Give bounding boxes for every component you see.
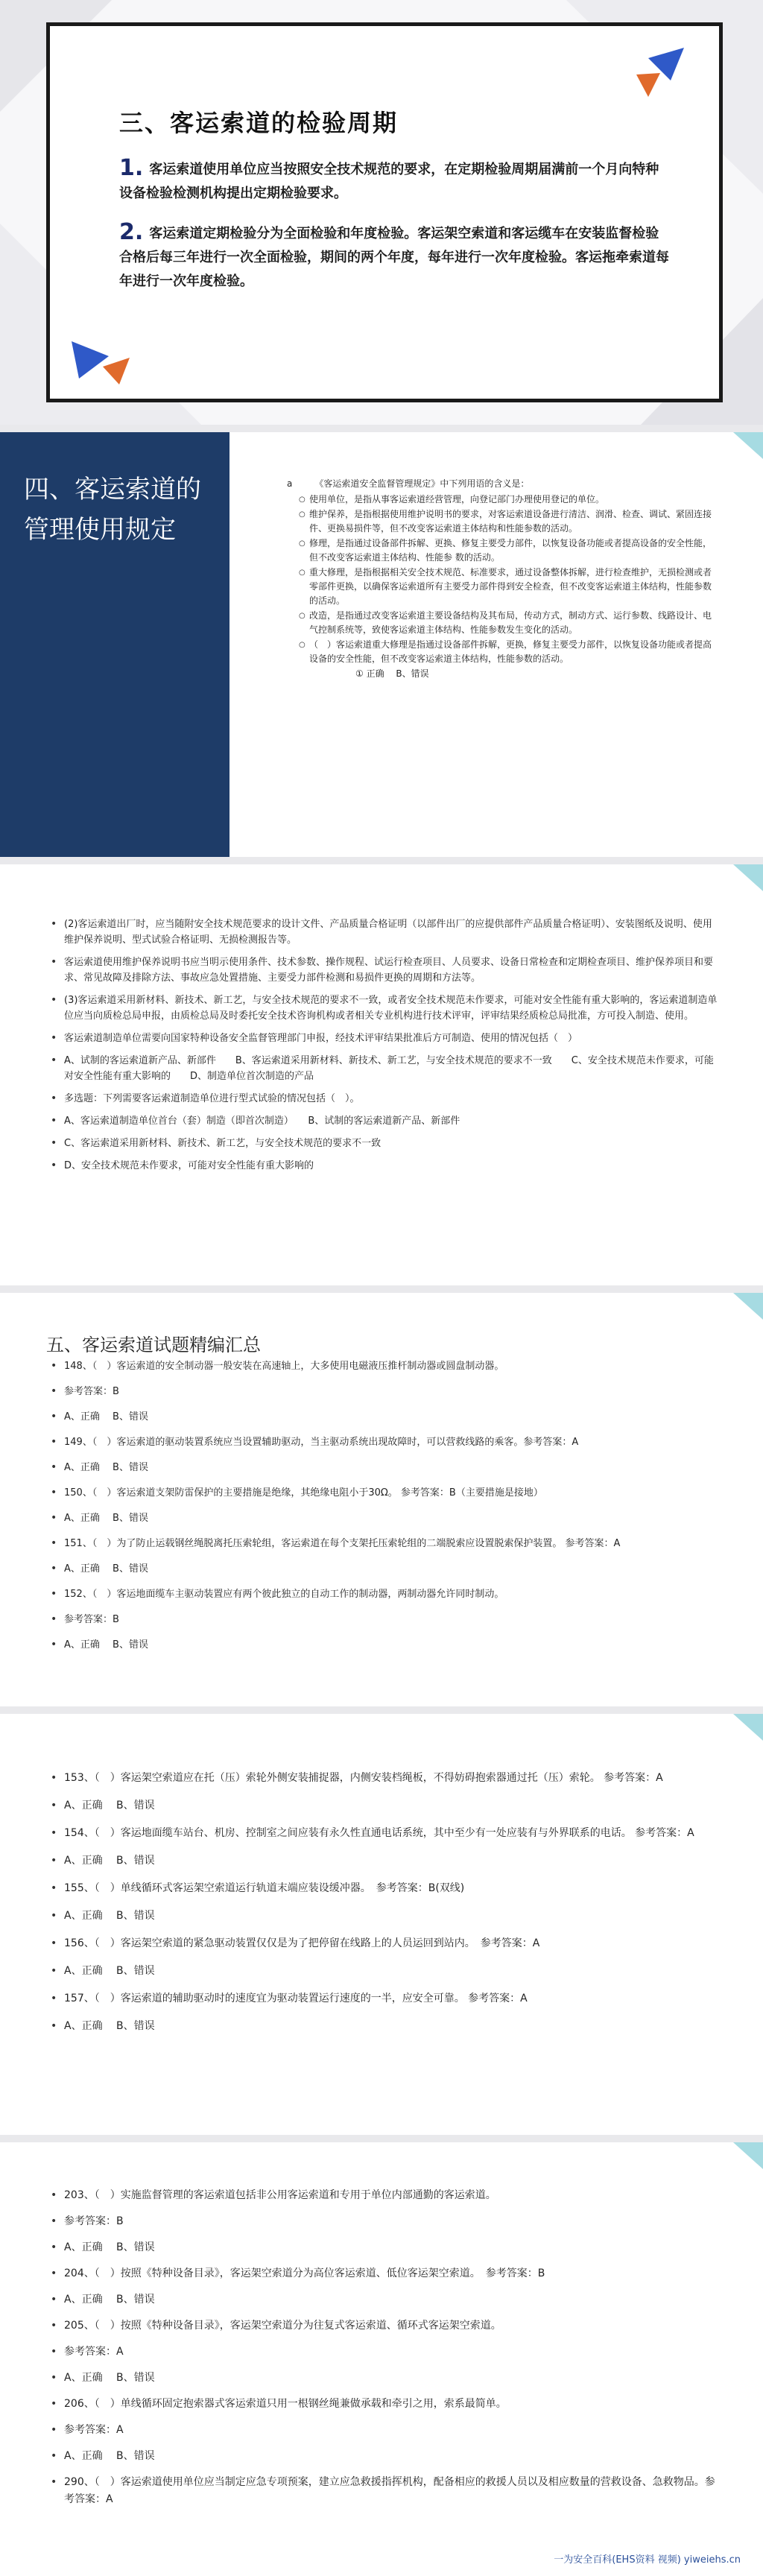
- answer-key: • 参考答案：B: [49, 2213, 720, 2230]
- definitions-block: [287, 477, 719, 681]
- list-item: ○ 重大修理，是指根据相关安全技术规范、标准要求，通过设备整体拆解，进行检查维护，无损检测或者零部件更换，以确保客运索道所有主要受力部件得到安全检查，但不改变客运索道主体结构，性能参数的活动。: [299, 566, 719, 608]
- questions-list: [49, 1770, 720, 2045]
- slide-divider: [0, 1706, 763, 1714]
- list-item: ○ 改造，是指通过改变客运索道主要设备结构及其布局，传动方式，制动方式、运行参数、线路设计、电气控制系统等，致使客运索道主体结构、性能参数发生变化的活动。: [299, 609, 719, 637]
- list-marker: a: [287, 478, 293, 489]
- answer-options: • A、正确 B、错误: [49, 2291, 720, 2308]
- list-item: • C、客运索道采用新材料、新技术、新工艺，与安全技术规范的要求不一致: [49, 1136, 720, 1151]
- definitions-list: [287, 493, 719, 666]
- list-item: • A、客运索道制造单位首台（套）制造（即首次制造） B、试制的客运索道新产品、新部件: [49, 1113, 720, 1129]
- list-item: • 客运索道制造单位需要向国家特种设备安全监督管理部门申报，经技术评审结果批准后方可制造、使用的情况包括（ ）: [49, 1031, 720, 1046]
- list-item: • A、试制的客运索道新产品、新部件 B、客运索道采用新材料、新技术、新工艺，与安全技术规范的要求不一致 C、安全技术规范未作要求，可能对安全性能有重大影响的 D、制造单位首次制造的产品: [49, 1053, 720, 1084]
- list-item: ○ 维护保养，是指根据使用维护说明书的要求，对客运索道设备进行清洁、润滑、检查、调试、紧固连接件、更换易损件等，但不改变客运索道主体结构和性能参数的活动。: [299, 507, 719, 536]
- item-number: 1.: [119, 155, 144, 181]
- corner-fold-icon: [718, 1293, 763, 1330]
- answer-options: • A、正确 B、错误: [49, 1460, 720, 1475]
- questions-list: [49, 1358, 720, 1662]
- item-text: 客运索道使用单位应当按照安全技术规范的要求，在定期检验周期届满前一个月向特种设备检验检测机构提出定期检验要求。: [119, 162, 659, 201]
- section-title: 五、客运索道试题精编汇总: [46, 1335, 261, 1355]
- answer-options: • A、正确 B、错误: [49, 2239, 720, 2256]
- item-text: 客运索道定期检验分为全面检验和年度检验。客运架空索道和客运缆车在安装监督检验合格后每三年进行一次全面检验，期间的两个年度，每年进行一次年度检验。客运拖牵索道每年进行一次年度检验。: [119, 226, 669, 289]
- inspection-rule-2: [119, 221, 671, 294]
- list-item: • 客运索道使用维护保养说明书应当明示使用条件、技术参数、操作规程、试运行检查项目、人员要求、设备日常检查和定期检查项目、维护保养项目和要求、常见故障及排除方法、事故应急处置措施、主要受力部件检测和易损件更换的周期和方法等。: [49, 955, 720, 986]
- answer-options: • A、正确 B、错误: [49, 1908, 720, 1925]
- question-item: • 150、（ ）客运索道支架防雷保护的主要措施是绝缘，其绝缘电阻小于30Ω。 参考答案：B（主要措施是接地）: [49, 1485, 720, 1501]
- rules-list: [49, 917, 720, 1180]
- answer-key: • 参考答案：B: [49, 1384, 720, 1399]
- corner-fold-icon: [718, 432, 763, 469]
- corner-fold-icon: [718, 2142, 763, 2180]
- inspection-rule-1: [119, 156, 671, 206]
- question-item: • 206、（ ）单线循环固定抱索器式客运索道只用一根钢丝绳兼做承载和牵引之用，索系最简单。: [49, 2396, 720, 2413]
- slide-inspection-cycle: [0, 0, 763, 425]
- question-item: • 148、（ ）客运索道的安全制动器一般安装在高速轴上，大多使用电磁液压推杆制动器或圆盘制动器。: [49, 1358, 720, 1374]
- content-frame: [46, 22, 723, 402]
- definitions-lead: [287, 477, 719, 491]
- answer-options: ① 正确 B、错误: [355, 668, 429, 679]
- question-item: • 156、（ ）客运架空索道的紧急驱动装置仅仅是为了把停留在线路上的人员运回到站内。 参考答案：A: [49, 1935, 720, 1952]
- answer-options: • A、正确 B、错误: [49, 1409, 720, 1425]
- list-item: • D、安全技术规范未作要求，可能对安全性能有重大影响的: [49, 1158, 720, 1174]
- slide-divider: [0, 425, 763, 432]
- list-item: ○ （ ）客运索道重大修理是指通过设备部件拆解，更换，修复主要受力部件，以恢复设备功能或者提高设备的安全性能，但不改变客运索道主体结构，性能参数的活动。: [299, 638, 719, 666]
- slide-divider: [0, 1285, 763, 1293]
- question-item: • 155、（ ）单线循环式客运架空索道运行轨道末端应装设缓冲器。 参考答案：B(双线): [49, 1880, 720, 1897]
- lead-text: 《客运索道安全监督管理规定》中下列用语的含义是：: [314, 478, 530, 489]
- question-item: • 157、（ ）客运索道的辅助驱动时的速度宜为驱动装置运行速度的一半，应安全可靠。 参考答案：A: [49, 1990, 720, 2007]
- list-item: • (3)客运索道采用新材料、新技术、新工艺，与安全技术规范的要求不一致，或者安全技术规范未作要求，可能对安全性能有重大影响的，客运索道制造单位应当向质检总局申报，由质检总局及时委托安全技术咨询机构或者相关专业机构进行技术评审，评审结果经质检总局批准，方可投入制造、使用。: [49, 993, 720, 1024]
- slide-manufacturing-rules: [0, 864, 763, 1285]
- question-item: • 203、（ ）实施监督管理的客运索道包括非公用客运索道和专用于单位内部通勤的客运索道。: [49, 2187, 720, 2204]
- question-item: • 290、（ ）客运索道使用单位应当制定应急专项预案，建立应急救援指挥机构，配备相应的救援人员以及相应数量的营救设备、急救物品。参考答案：A: [49, 2474, 720, 2508]
- answer-options: • A、正确 B、错误: [49, 2370, 720, 2387]
- answer-key: • 参考答案：A: [49, 2422, 720, 2439]
- answer-options: • A、正确 B、错误: [49, 1637, 720, 1653]
- answer-key: • 参考答案：A: [49, 2344, 720, 2361]
- section-title: 三、客运索道的检验周期: [119, 109, 399, 137]
- question-item: • 152、（ ）客运地面缆车主驱动装置应有两个彼此独立的自动工作的制动器，两制动器允许同时制动。: [49, 1586, 720, 1602]
- triangle-decoration-icon: [632, 43, 691, 100]
- slide-exam-questions-2: [0, 1714, 763, 2135]
- questions-list: [49, 2187, 720, 2517]
- list-item: • (2)客运索道出厂时，应当随附安全技术规范要求的设计文件、产品质量合格证明（以部件出厂的应提供部件产品质量合格证明）、安装图纸及说明、使用维护保养说明、型式试验合格证明、无损检测报告等。: [49, 917, 720, 948]
- triangle-decoration-icon: [67, 335, 134, 387]
- slide-divider: [0, 857, 763, 864]
- answer-options: • A、正确 B、错误: [49, 2448, 720, 2465]
- item-number: 2.: [119, 219, 144, 245]
- section-title: 四、客运索道的管理使用规定: [24, 475, 201, 545]
- footer-watermark-link[interactable]: 一为安全百科(EHS资料 视频) yiweiehs.cn: [554, 2554, 741, 2566]
- answer-options: • A、正确 B、错误: [49, 1561, 720, 1577]
- question-item: • 149、（ ）客运索道的驱动装置系统应当设置辅助驱动，当主驱动系统出现故障时，可以营救线路的乘客。参考答案：A: [49, 1434, 720, 1450]
- corner-fold-icon: [718, 864, 763, 902]
- question-item: • 205、（ ）按照《特种设备目录》，客运架空索道分为往复式客运索道、循环式客运架空索道。: [49, 2317, 720, 2335]
- question-item: • 153、（ ）客运架空索道应在托（压）索轮外侧安装捕捉器，内侧安装档绳板，不得妨碍抱索器通过托（压）索轮。 参考答案：A: [49, 1770, 720, 1787]
- slide-management-rules: [0, 432, 763, 857]
- answer-options: • A、正确 B、错误: [49, 1963, 720, 1980]
- question-item: • 154、（ ）客运地面缆车站台、机房、控制室之间应装有永久性直通电话系统，其中至少有一处应装有与外界联系的电话。 参考答案：A: [49, 1825, 720, 1842]
- question-item: • 204、（ ）按照《特种设备目录》，客运架空索道分为高位客运索道、低位客运架空索道。 参考答案：B: [49, 2265, 720, 2282]
- question-item: • 151、（ ）为了防止运载钢丝绳脱离托压索轮组，客运索道在每个支架托压索轮组的二端脱索应设置脱索保护装置。 参考答案：A: [49, 1536, 720, 1551]
- list-item: • 多选题：下列需要客运索道制造单位进行型式试验的情况包括（ ）。: [49, 1091, 720, 1107]
- slide-exam-questions-3: [0, 2142, 763, 2576]
- corner-fold-icon: [718, 1714, 763, 1751]
- slide-exam-questions-1: [0, 1293, 763, 1706]
- list-item: ○ 使用单位，是指从事客运索道经营管理，向登记部门办理使用登记的单位。: [299, 493, 719, 507]
- answer-options: • A、正确 B、错误: [49, 1797, 720, 1814]
- slide-divider: [0, 2135, 763, 2142]
- list-item: ○ 修理，是指通过设备部件拆解、更换、修复主要受力部件，以恢复设备功能或者提高设备的安全性能，但不改变客运索道主体结构、性能参 数的活动。: [299, 537, 719, 565]
- title-panel: [0, 432, 229, 857]
- answer-options: • A、正确 B、错误: [49, 1852, 720, 1870]
- answer-options: • A、正确 B、错误: [49, 2018, 720, 2035]
- answer-options: • A、正确 B、错误: [49, 1510, 720, 1526]
- answer-key: • 参考答案：B: [49, 1612, 720, 1627]
